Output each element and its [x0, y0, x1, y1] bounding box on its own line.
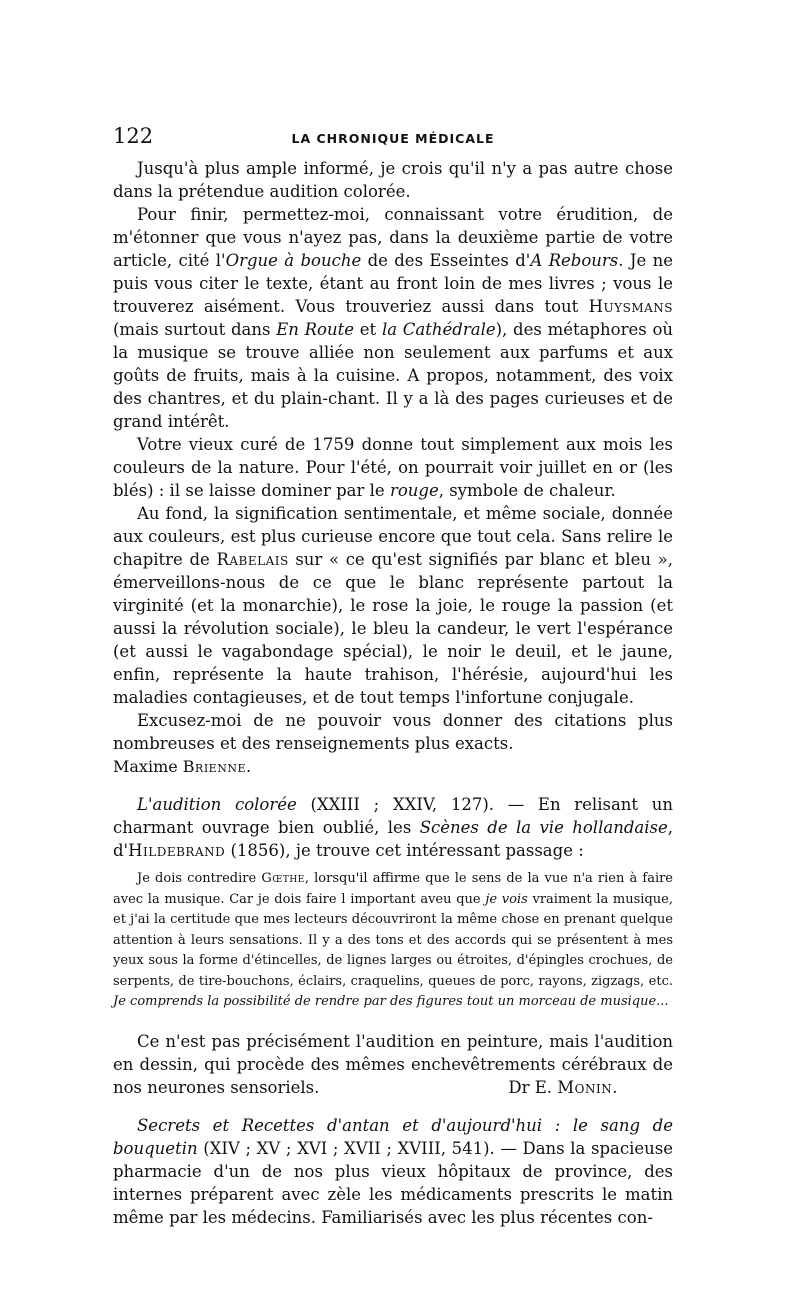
text-run: ), des métaphores où la musique se trouve alliée non seulement aux parfums et aux goûts de fruits, mais à la cuisine. A propos, notamment, des voix des chantres, et du plain-chant. Il y a là des pages curieuses et de grand intérêt.	[113, 320, 674, 431]
author-name: Rabelais	[216, 550, 289, 569]
paragraph: Jusqu'à plus ample informé, je crois qu'il n'y a pas autre chose dans la prétendue audition colorée.	[113, 159, 673, 201]
section-entry	[113, 793, 673, 862]
text-run: (XIV ; XV ; XVI ; XVII ; XVIII, 541). — Dans la spacieuse pharmacie d'un de nos plus vieux hôpitaux de province, des internes préparent avec zèle les médicaments prescrits le matin même par les médecins. Familiarisés avec les plus récentes con-	[113, 1138, 673, 1227]
signature-first-name: Maxime	[113, 757, 183, 776]
text-run: Au fond, la signification sentimentale, et même sociale, donnée aux couleurs, est plus curieuse encore que tout cela. Sans relire le chapitre de	[113, 504, 673, 569]
text-run: et	[354, 320, 382, 339]
text-run: Votre vieux curé de 1759 donne tout simplement aux mois les couleurs de la nature. Pour l'été, on pourrait voir juillet en or (les blés) : il se laisse dominer par le	[113, 435, 673, 500]
signature-last-name: Monin.	[557, 1077, 618, 1097]
italic-title: Scènes de la vie hollandaise	[419, 818, 668, 837]
paragraph	[113, 502, 673, 709]
block-quote	[113, 869, 673, 1013]
italic-word: je vois	[485, 891, 528, 907]
author-name: Hildebrand	[128, 841, 226, 860]
paragraph: Excusez-moi de ne pouvoir vous donner des citations plus nombreuses et des renseignements plus exacts.	[113, 711, 673, 753]
running-title: LA CHRONIQUE MÉDICALE	[291, 131, 495, 146]
signature-title: Dr	[508, 1077, 530, 1097]
text-run: , lorsqu'il affirme que le sens de la vue n'a rien à faire avec la musique. Car je dois faire l important aveu que	[113, 871, 674, 907]
page-number: 122	[113, 124, 154, 148]
paragraph	[113, 1030, 673, 1099]
italic-title: En Route	[276, 320, 355, 339]
text-run: sur « ce qu'est signifiés par blanc et bleu », émerveillons-nous de ce que le blanc représente partout la virginité (et la monarchie), le rose la joie, le rouge la passion (et aussi la révolution sociale), le bleu la candeur, le vert l'espérance (et aussi le vagabondage spécial), le noir le deuil, et le jaune, enfin, représente la haute trahison, l'hérésie, aujourd'hui les maladies contagieuses, et de tout temps l'infortune conjugale.	[113, 550, 673, 707]
text-run: , symbole de chaleur.	[438, 481, 616, 500]
italic-title: Orgue à bouche	[225, 251, 362, 270]
paragraph	[113, 433, 673, 502]
signature	[484, 1076, 618, 1099]
author-name: Huysmans	[588, 297, 673, 316]
section-title: Secrets et Recettes d'antan et d'aujourd'hui : le sang de bouquetin	[113, 1115, 673, 1158]
text-run: Je dois contredire	[137, 871, 262, 886]
section-entry	[113, 1114, 673, 1229]
signature-last-name: Brienne.	[182, 757, 252, 776]
text-run: (1856), je trouve cet intéressant passage :	[225, 841, 584, 860]
text-run: Ce n'est pas précisément l'audition en peinture, mais l'audition en dessin, qui procède des mêmes enchevêtrements cérébraux de nos neurones sensoriels.	[113, 1031, 673, 1097]
signature-first-name: E.	[529, 1077, 558, 1097]
author-name: Gœthe	[261, 871, 305, 886]
text-run: (mais surtout dans	[113, 320, 277, 339]
italic-title: A Rebours	[530, 251, 619, 270]
text-run: , d'	[113, 818, 673, 860]
italic-word: rouge	[389, 481, 439, 500]
page-body	[113, 157, 673, 1229]
text-run: (XXIII ; XXIV, 127). — En relisant un charmant ouvrage bien oublié, les	[113, 795, 673, 837]
text-run: de des Esseintes d'	[361, 251, 531, 270]
text-run: vraiment la musique, et j'ai la certitude que mes lecteurs découvriront la même chose en prenant quelque attention à leurs sensations. Il y a des tons et des accords qui se présentent à mes yeux sous la forme d'étincelles, de lignes larges ou étroites, d'épingles crochues, de serpents, de tire-bouchons, éclairs, craquelins, queues de porc, rayons, zigzags, etc.	[113, 891, 673, 989]
text-run: . Je ne puis vous citer le texte, étant au front loin de mes livres ; vous le trouverez aisément. Vous trouveriez aussi dans tout	[113, 251, 673, 316]
page-header	[113, 124, 673, 150]
text-run: Pour finir, permettez-moi, connaissant votre érudition, de m'étonner que vous n'ayez pas, dans la deuxième partie de votre article, cité l'	[113, 205, 673, 270]
signature	[113, 755, 673, 778]
section-title: L'audition colorée	[137, 795, 297, 814]
italic-title: la Cathédrale	[381, 320, 496, 339]
italic-sentence: Je comprends la possibilité de rendre par des figures tout un morceau de musique...	[113, 994, 669, 1009]
paragraph	[113, 203, 673, 433]
quote-text	[113, 869, 673, 1013]
